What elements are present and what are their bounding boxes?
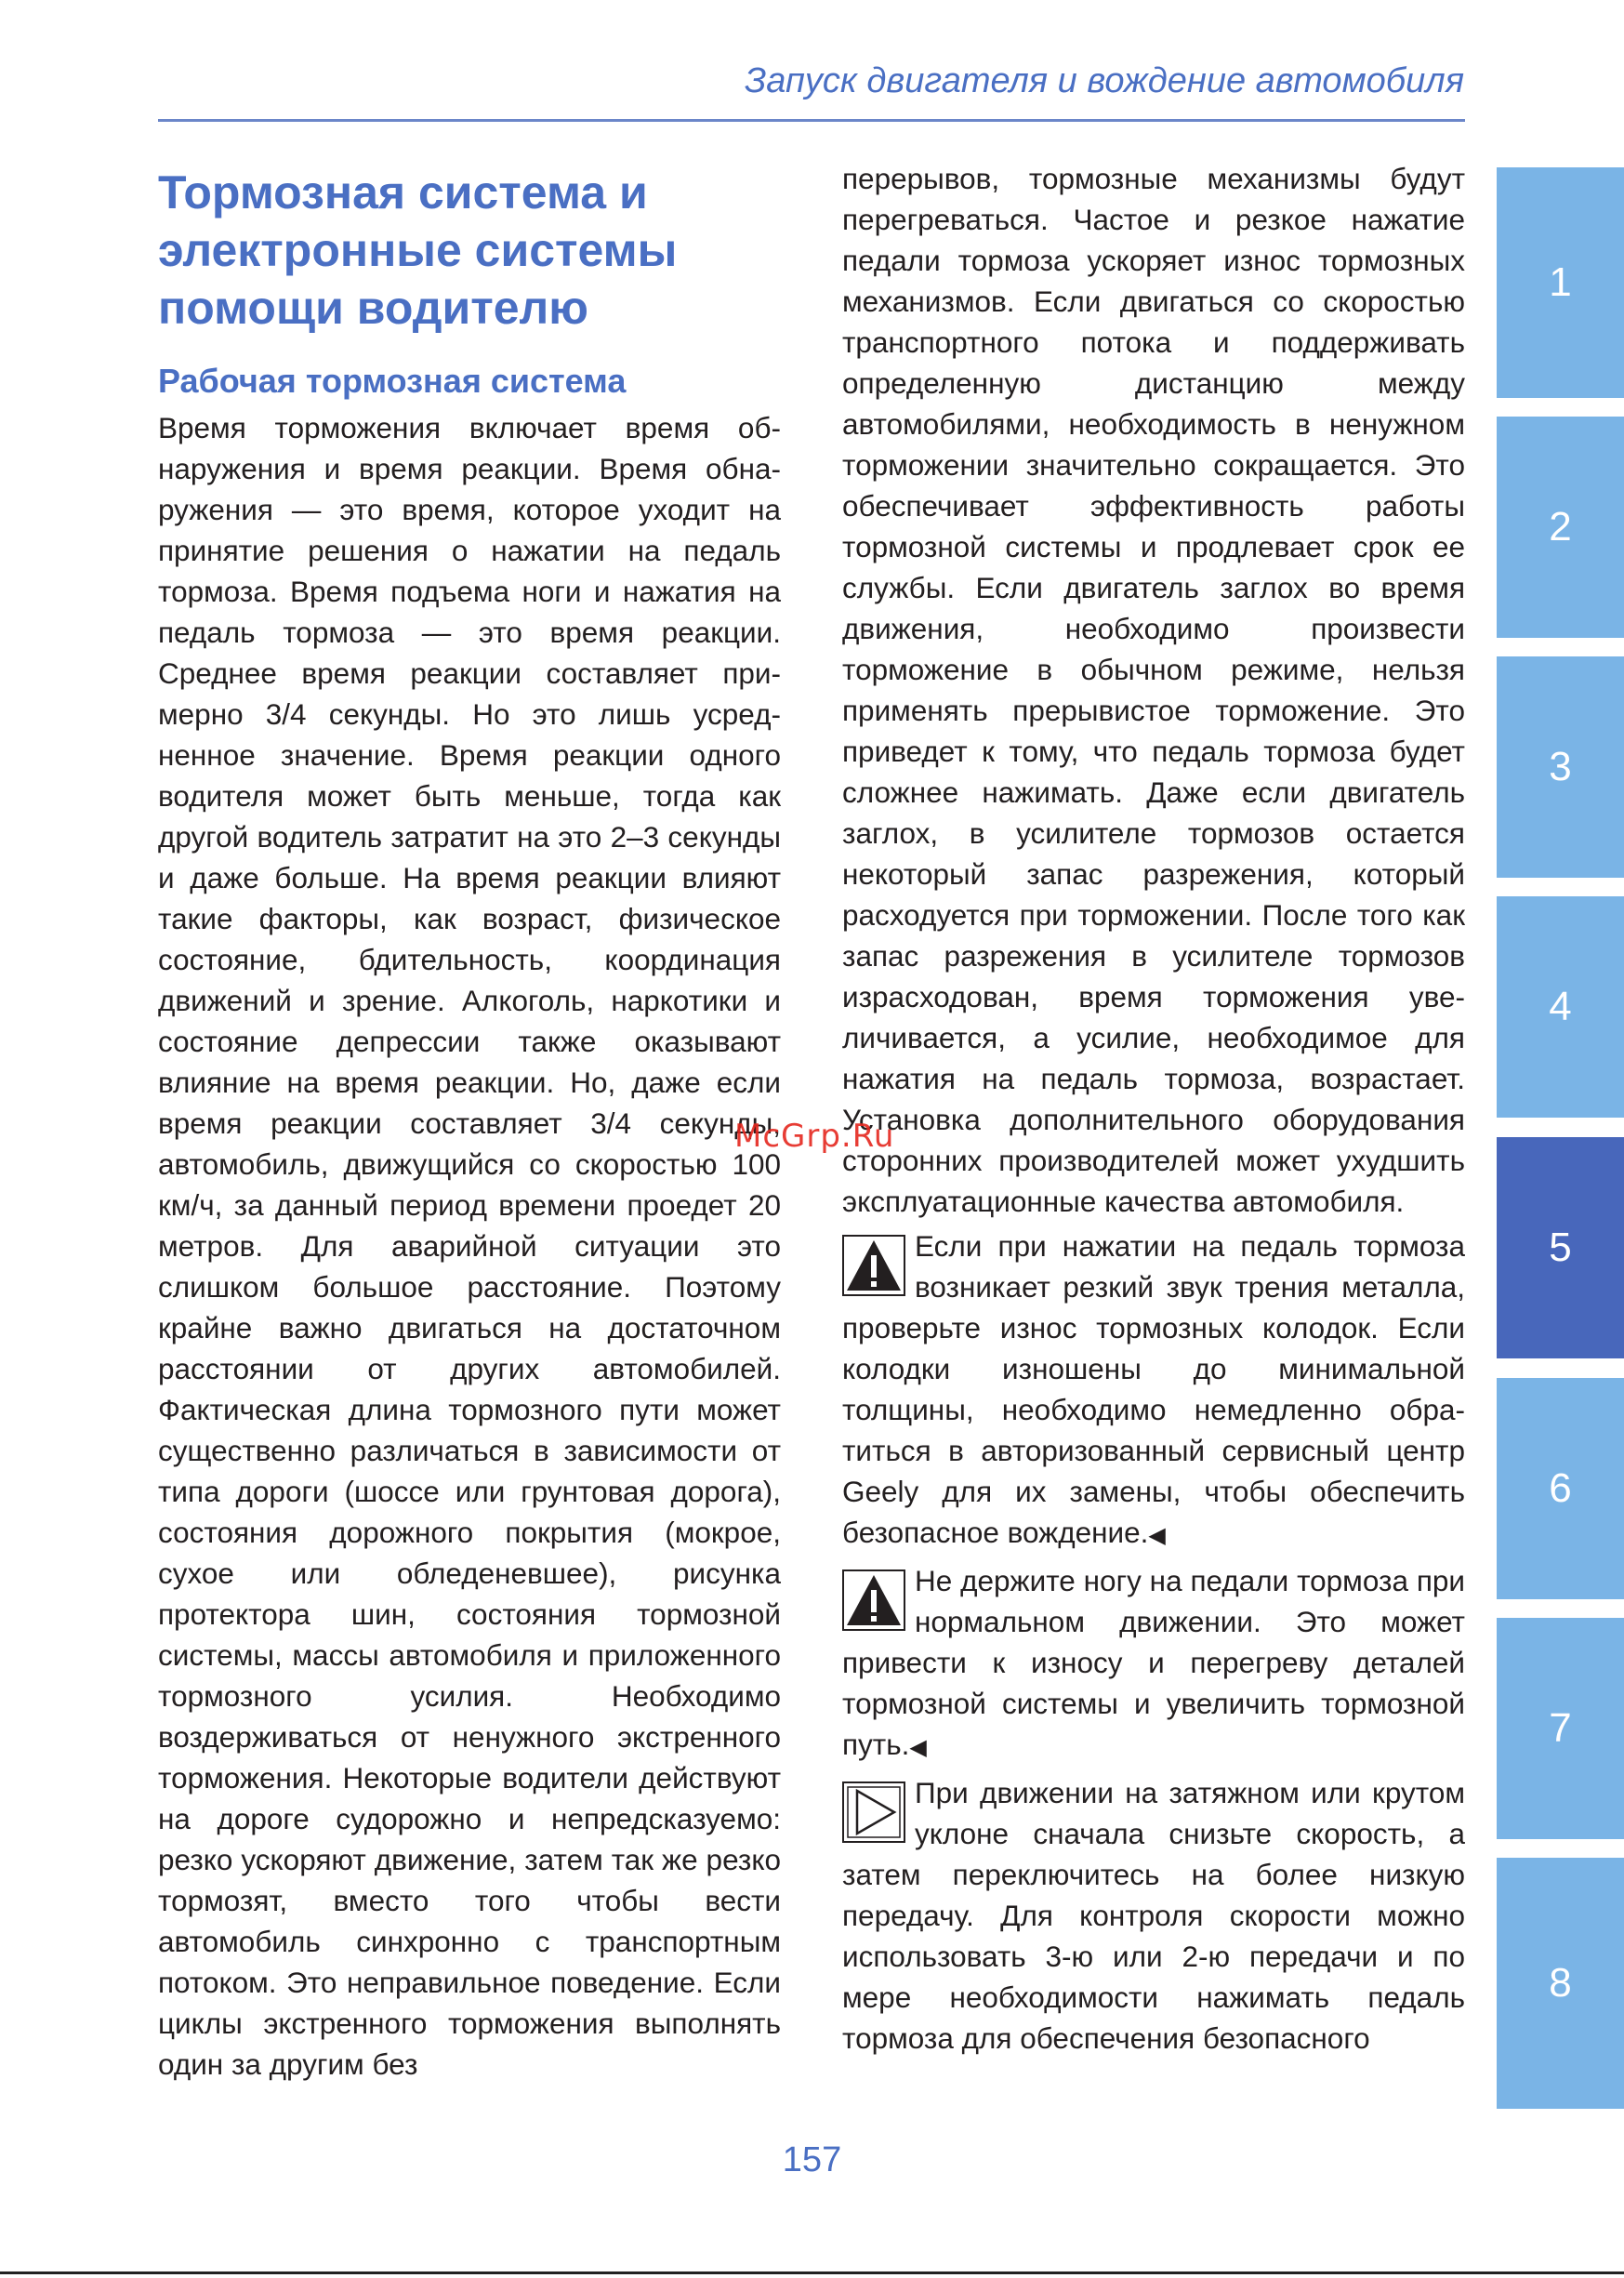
chapter-tab-3[interactable]: 3 [1497,656,1624,878]
right-column [842,158,1465,2059]
tip-text: При движении на затяжном или крутом уклоне сначала снизьте скорость, а затем переключитесь на более низкую передачу. Для контроля скорости можно использовать 3-ю или 2-ю передачи и по мере необходимости нажимать педаль тормоза для обеспечения безопасного [842,1776,1465,2055]
chapter-tab-4[interactable]: 4 [1497,896,1624,1118]
warning-note-2 [842,1560,1465,1768]
subsection-title: Рабочая тормозная система [158,362,627,400]
left-column [158,158,781,2085]
chapter-tab-2[interactable]: 2 [1497,417,1624,638]
tip-note [842,1772,1465,2059]
warning-icon [842,1235,905,1296]
bottom-edge-line [0,2271,1624,2274]
chapter-tab-8[interactable]: 8 [1497,1858,1624,2109]
chapter-tab-6[interactable]: 6 [1497,1378,1624,1599]
warning-text-1: Если при нажатии на педаль тормоза возникает резкий звук трения металла, проверьте износ тормозных колодок. Если колодки изношены до минимальной толщины, необходимо немедленно обратиться в авторизованный сервисный центр Geely для их замены, чтобы обеспечить безопасное вождение. [842,1229,1465,1549]
body-paragraph-right: перерывов, тормозные механизмы будут перегреваться. Частое и резкое нажатие педали тормоза ускоряет износ тормозных механизмов. Если двигаться со скоростью транспортного потока и поддерживать определенную дистанцию между автомобилями, необходимость в ненужном торможении значительно сокращается. Это обеспечивает эффективность работы тормозной системы и продлевает срок ее службы. Если двигатель заглох во время движения, необходимо произвести торможение в обычном режиме, нельзя применять прерывистое торможение. Это приведет к тому, что педаль тормоза будет сложнее нажимать. Даже если двигатель заглох, в усилителе тормозов остается некоторый запас разрежения, который расходуется при торможении. После того как запас разрежения в усилителе тормозов израсходован, время торможения увеличивается, а усилие, необходимое для нажатия на педаль тормоза, возрастает. Установка дополнительного оборудования сторонних производителей может ухудшить эксплуатационные качества автомобиля. [842,162,1465,1218]
warning-icon [842,1569,905,1631]
chapter-tab-1[interactable]: 1 [1497,167,1624,398]
body-paragraph-left: Время торможения включает время обнаружения и время реакции. Время обнаружения — это время, которое уходит на принятие решения о нажатии на педаль тормоза. Время подъема ноги и нажатия на педаль тормоза — это время реакции. Среднее время реакции составляет примерно 3/4 секунды. Но это лишь усредненное значение. Время реакции одного водителя может быть меньше, тогда как другой водитель затратит на это 2–3 секунды и даже больше. На время реакции влияют такие факторы, как возраст, физическое состояние, бдительность, координация движений и зрение. Алкоголь, наркотики и состояние депрессии также оказывают влияние на время реакции. Но, даже если время реакции составляет 3/4 секунды, автомобиль, движущийся со скоростью 100 км/ч, за данный период времени проедет 20 метров. Для аварийной ситуации это слишком большое расстояние. Поэтому крайне важно двигаться на достаточном расстоянии от других автомобилей. Фактическая длина тормозного пути может существенно различаться в зависимости от типа дороги (шоссе или грунтовая дорога), состояния дорожного покрытия (мокрое, сухое или обледеневшее), рисунка протектора шин, состояния тормозной системы, массы автомобиля и приложенного тормозного усилия. Необходимо воздерживаться от ненужного экстренного торможения. Некоторые водители действуют на дороге судорожно и непредсказуемо: резко ускоряют движение, затем так же резко тормозят, вместо того чтобы вести автомобиль синхронно с транспортным потоком. Это неправильное поведение. Если циклы экстренного торможения выполнять один за другим без [158,411,781,2081]
warning-note-1 [842,1225,1465,1556]
tip-arrow-icon [842,1781,905,1843]
watermark: McGrp.Ru [734,1118,895,1155]
warning-text-2: Не держите ногу на педали тормоза при нормальном движении. Это может привести к износу и перегреву деталей тормозной системы и увеличить тормозной путь. [842,1564,1465,1761]
end-of-note-icon: ◀ [1148,1523,1166,1548]
header-rule [158,119,1465,122]
section-title: Тормозная система и электронные системы помощи водителю [158,166,678,334]
chapter-tab-5-active[interactable]: 5 [1497,1137,1624,1358]
end-of-note-icon: ◀ [909,1735,927,1760]
running-header: Запуск двигателя и вождение автомобиля [744,61,1464,100]
chapter-tab-7[interactable]: 7 [1497,1618,1624,1839]
page-number: 157 [782,2140,842,2179]
